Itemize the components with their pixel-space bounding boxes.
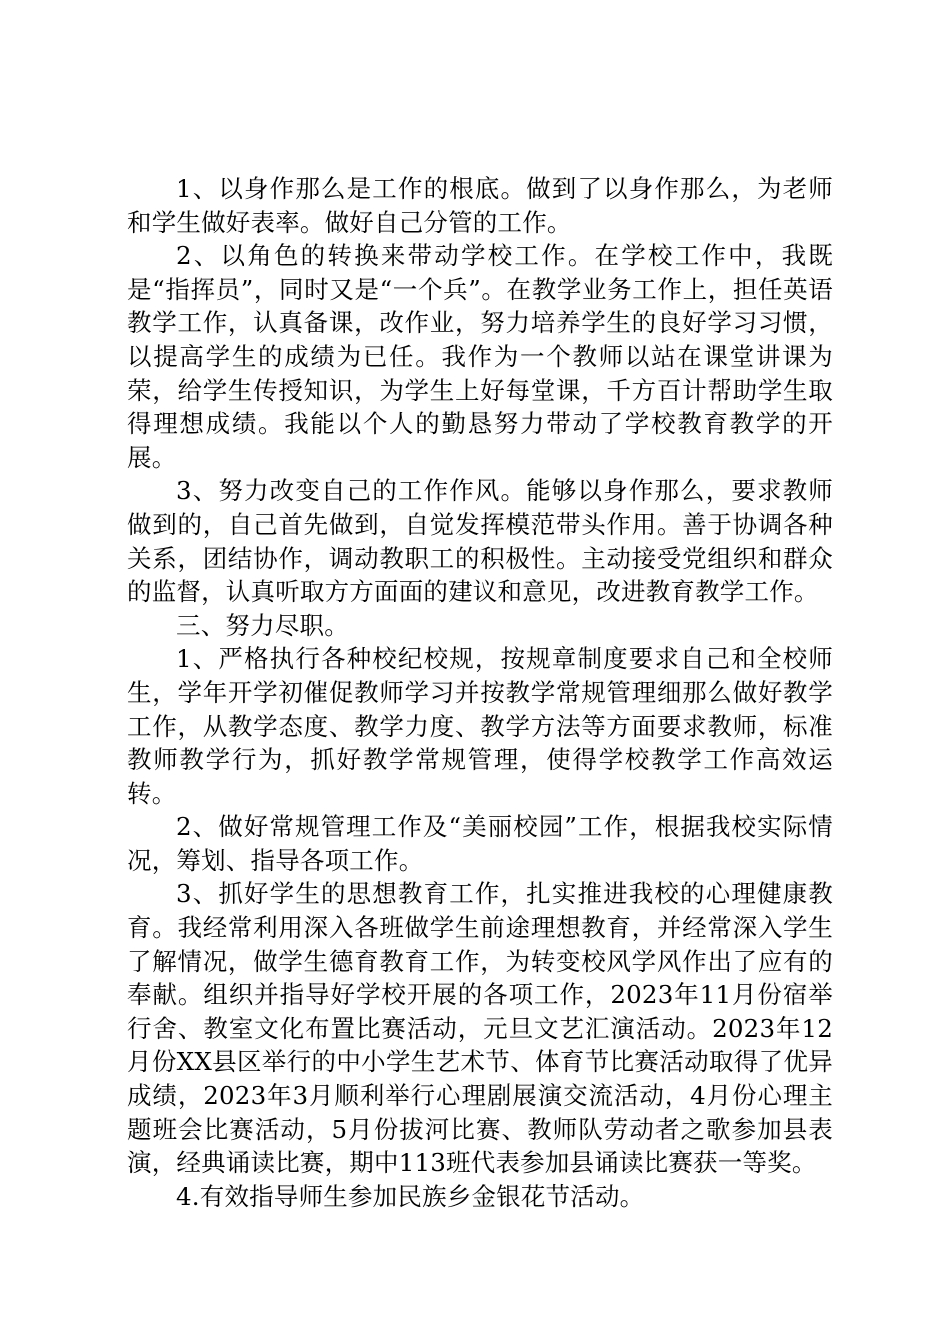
paragraph-4: 1、严格执行各种校纪校规，按规章制度要求自己和全校师生，学年开学初催促教师学习并按教学常规管理细那么做好教学工作，从教学态度、教学力度、教学方法等方面要求教师，标准教师教学行为，抓好教学常规管理，使得学校教学工作高效运转。 bbox=[127, 644, 833, 808]
paragraph-7: 4.有效指导师生参加民族乡金银花节活动。 bbox=[176, 1181, 645, 1211]
paragraph-1: 1、以身作那么是工作的根底。做到了以身作那么，为老师和学生做好表率。做好自己分管的工作。 bbox=[127, 174, 833, 237]
paragraph-3: 3、努力改变自己的工作作风。能够以身作那么，要求教师做到的，自己首先做到，自觉发挥模范带头作用。善于协调各种关系，团结协作，调动教职工的积极性。主动接受党组织和群众的监督，认真听取方方面面的建议和意见，改进教育教学工作。 bbox=[127, 476, 833, 607]
paragraph-2: 2、以角色的转换来带动学校工作。在学校工作中，我既是“指挥员”，同时又是“一个兵”。在教学业务工作上，担任英语教学工作，认真备课，改作业，努力培养学生的良好学习习惯，以提高学生的成绩为已任。我作为一个教师以站在课堂讲课为荣，给学生传授知识，为学生上好每堂课，千方百计帮助学生取得理想成绩。我能以个人的勤恳努力带动了学校教育教学的开展。 bbox=[127, 241, 833, 472]
paragraph-6: 3、抓好学生的思想教育工作，扎实推进我校的心理健康教育。我经常利用深入各班做学生前途理想教育，并经常深入学生了解情况，做学生德育教育工作，为转变校风学风作出了应有的奉献。组织并指导好学校开展的各项工作，2023年11月份宿举行舍、教室文化布置比赛活动，元旦文艺汇演活动。2023年12月份XX县区举行的中小学生艺术节、体育节比赛活动取得了优异成绩，2023年3月顺利举行心理剧展演交流活动，4月份心理主题班会比赛活动，5月份拔河比赛、教师队劳动者之歌参加县表演，经典诵读比赛，期中113班代表参加县诵读比赛获一等奖。 bbox=[127, 879, 833, 1178]
document-body bbox=[127, 172, 833, 1213]
section-heading: 三、努力尽职。 bbox=[176, 610, 349, 640]
paragraph-5: 2、做好常规管理工作及“美丽校园”工作，根据我校实际情况，筹划、指导各项工作。 bbox=[127, 812, 833, 875]
